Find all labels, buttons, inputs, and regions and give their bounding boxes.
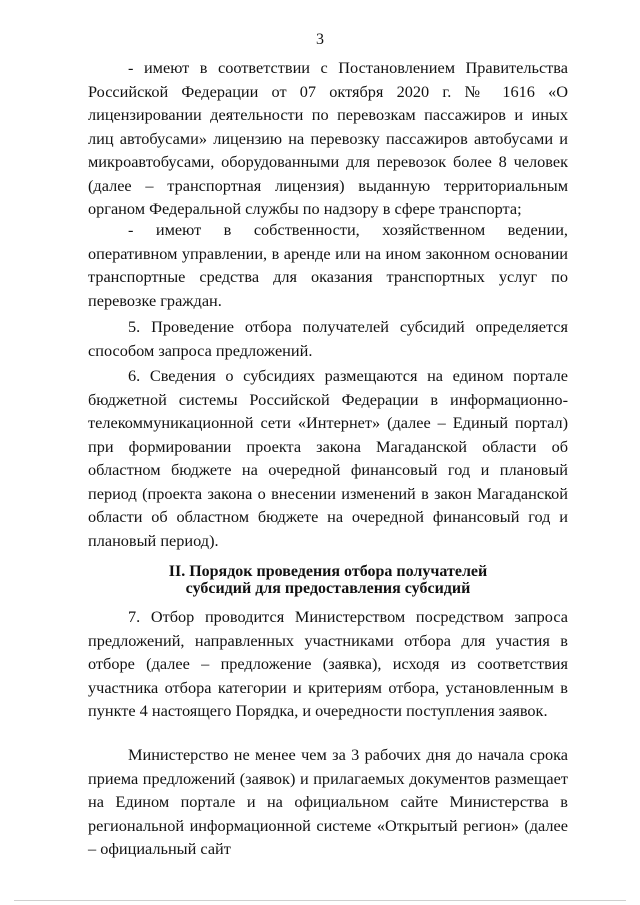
section-heading xyxy=(88,563,568,597)
paragraph-text: 5. Проведение отбора получателей субсидий определяется способом запроса предложений. xyxy=(88,317,568,360)
paragraph-item-5 xyxy=(88,315,568,362)
page-number: 3 xyxy=(316,31,324,48)
paragraph-text: - имеют в соответствии с Постановлением Правительства Российской Федерации от 07 октября 2020 г. № 1616 «О лицензировании деятельности по перевозкам пассажиров и иных лиц автобусами» лицензию на перевозку пассажиров автобусами и микроавтобусами, оборудованными для перевозок более 8 человек (далее – транспортная лицензия) выданную территориальным органом Федеральной службы по надзору в сфере транспорта; xyxy=(88,58,568,218)
page-bottom-edge xyxy=(14,900,626,901)
paragraph-text: - имеют в собственности, хозяйственном ведении, оперативном управлении, в аренде или на ином законном основании транспортные средства для оказания транспортных услуг по перевозке граждан. xyxy=(88,220,568,310)
section-heading-line-1: II. Порядок проведения отбора получателей xyxy=(168,563,488,580)
paragraph-transport-license xyxy=(88,56,568,221)
paragraph-ministry-notice xyxy=(88,743,568,861)
paragraph-text: 7. Отбор проводится Министерством посредством запроса предложений, направленных участниками отбора для участия в отборе (далее – предложение (заявка), исходя из соответствия участника отбора категории и критериям отбора, установленным в пункте 4 настоящего Порядка, и очередности поступления заявок. xyxy=(88,607,568,720)
paragraph-item-7 xyxy=(88,605,568,723)
paragraph-item-6 xyxy=(88,364,568,552)
paragraph-text: 6. Сведения о субсидиях размещаются на едином портале бюджетной системы Российской Федерации в информационно-телекоммуникационной сети «Интернет» (далее – Единый портал) при формировании проекта закона Магаданской области об областном бюджете на очередной финансовый год и плановый период (проекта закона о внесении изменений в закон Магаданской области об областном бюджете на очередной финансовый год и плановый период). xyxy=(88,366,568,550)
section-heading-line-2: субсидий для предоставления субсидий xyxy=(185,580,471,597)
paragraph-text: Министерство не менее чем за 3 рабочих дня до начала срока приема предложений (заявок) и прилагаемых документов размещает на Едином портале и на официальном сайте Министерства в региональной информационной системе «Открытый регион» (далее – официальный сайт xyxy=(88,745,568,858)
paragraph-vehicle-ownership xyxy=(88,218,568,312)
